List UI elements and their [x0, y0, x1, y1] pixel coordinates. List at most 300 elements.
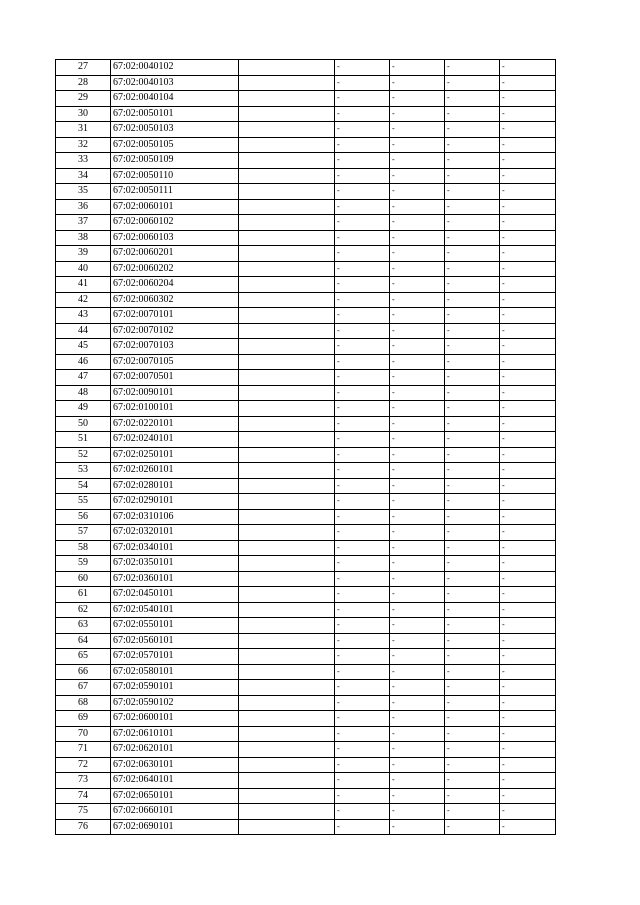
- table-row: [56, 664, 556, 680]
- value-cell-1: -: [335, 804, 390, 820]
- row-number-cell: 37: [56, 215, 111, 231]
- description-cell: [239, 339, 335, 355]
- value-cell-1: -: [335, 199, 390, 215]
- row-number-cell: 30: [56, 106, 111, 122]
- description-cell: [239, 385, 335, 401]
- value-cell-3: -: [445, 75, 500, 91]
- description-cell: [239, 711, 335, 727]
- row-number-cell: 74: [56, 788, 111, 804]
- value-cell-1: -: [335, 292, 390, 308]
- value-cell-3: -: [445, 277, 500, 293]
- value-cell-4: -: [500, 370, 556, 386]
- value-cell-3: -: [445, 168, 500, 184]
- value-cell-3: -: [445, 525, 500, 541]
- value-cell-1: -: [335, 618, 390, 634]
- value-cell-1: -: [335, 184, 390, 200]
- row-number-cell: 57: [56, 525, 111, 541]
- table-row: [56, 540, 556, 556]
- cadastral-code-cell: 67:02:0060102: [111, 215, 239, 231]
- value-cell-3: -: [445, 494, 500, 510]
- row-number-cell: 47: [56, 370, 111, 386]
- value-cell-3: -: [445, 199, 500, 215]
- value-cell-3: -: [445, 184, 500, 200]
- value-cell-3: -: [445, 246, 500, 262]
- cadastral-code-cell: 67:02:0060302: [111, 292, 239, 308]
- cadastral-code-cell: 67:02:0090101: [111, 385, 239, 401]
- value-cell-1: -: [335, 463, 390, 479]
- value-cell-4: -: [500, 153, 556, 169]
- table-row: [56, 494, 556, 510]
- table-row: [56, 819, 556, 835]
- description-cell: [239, 292, 335, 308]
- value-cell-1: -: [335, 664, 390, 680]
- description-cell: [239, 819, 335, 835]
- value-cell-3: -: [445, 819, 500, 835]
- description-cell: [239, 137, 335, 153]
- cadastral-code-cell: 67:02:0040103: [111, 75, 239, 91]
- row-number-cell: 42: [56, 292, 111, 308]
- value-cell-4: -: [500, 571, 556, 587]
- value-cell-1: -: [335, 633, 390, 649]
- description-cell: [239, 494, 335, 510]
- value-cell-2: -: [390, 137, 445, 153]
- value-cell-2: -: [390, 370, 445, 386]
- value-cell-3: -: [445, 649, 500, 665]
- value-cell-1: -: [335, 401, 390, 417]
- value-cell-3: -: [445, 664, 500, 680]
- value-cell-4: -: [500, 649, 556, 665]
- value-cell-3: -: [445, 618, 500, 634]
- value-cell-1: -: [335, 277, 390, 293]
- value-cell-2: -: [390, 354, 445, 370]
- value-cell-3: -: [445, 602, 500, 618]
- value-cell-1: -: [335, 494, 390, 510]
- table-row: [56, 618, 556, 634]
- value-cell-4: -: [500, 742, 556, 758]
- row-number-cell: 54: [56, 478, 111, 494]
- value-cell-4: -: [500, 525, 556, 541]
- row-number-cell: 44: [56, 323, 111, 339]
- cadastral-code-cell: 67:02:0280101: [111, 478, 239, 494]
- cadastral-code-cell: 67:02:0290101: [111, 494, 239, 510]
- value-cell-1: -: [335, 649, 390, 665]
- table-row: [56, 432, 556, 448]
- table-row: [56, 742, 556, 758]
- description-cell: [239, 60, 335, 76]
- row-number-cell: 38: [56, 230, 111, 246]
- description-cell: [239, 354, 335, 370]
- value-cell-1: -: [335, 711, 390, 727]
- cadastral-code-cell: 67:02:0220101: [111, 416, 239, 432]
- value-cell-4: -: [500, 819, 556, 835]
- value-cell-4: -: [500, 184, 556, 200]
- table-row: [56, 695, 556, 711]
- value-cell-2: -: [390, 633, 445, 649]
- cadastral-code-cell: 67:02:0320101: [111, 525, 239, 541]
- row-number-cell: 65: [56, 649, 111, 665]
- value-cell-2: -: [390, 695, 445, 711]
- value-cell-4: -: [500, 432, 556, 448]
- cadastral-code-cell: 67:02:0550101: [111, 618, 239, 634]
- cadastral-code-cell: 67:02:0240101: [111, 432, 239, 448]
- value-cell-2: -: [390, 540, 445, 556]
- value-cell-2: -: [390, 339, 445, 355]
- table-row: [56, 339, 556, 355]
- value-cell-4: -: [500, 463, 556, 479]
- value-cell-2: -: [390, 60, 445, 76]
- cadastral-code-cell: 67:02:0590101: [111, 680, 239, 696]
- value-cell-4: -: [500, 60, 556, 76]
- cadastral-code-cell: 67:02:0580101: [111, 664, 239, 680]
- description-cell: [239, 246, 335, 262]
- row-number-cell: 39: [56, 246, 111, 262]
- value-cell-3: -: [445, 540, 500, 556]
- value-cell-3: -: [445, 509, 500, 525]
- description-cell: [239, 788, 335, 804]
- cadastral-code-cell: 67:02:0040104: [111, 91, 239, 107]
- cadastral-code-cell: 67:02:0050105: [111, 137, 239, 153]
- table-row: [56, 525, 556, 541]
- row-number-cell: 69: [56, 711, 111, 727]
- cadastral-code-cell: 67:02:0260101: [111, 463, 239, 479]
- cadastral-code-cell: 67:02:0630101: [111, 757, 239, 773]
- cadastral-code-cell: 67:02:0360101: [111, 571, 239, 587]
- value-cell-4: -: [500, 246, 556, 262]
- value-cell-2: -: [390, 571, 445, 587]
- cadastral-code-cell: 67:02:0620101: [111, 742, 239, 758]
- value-cell-3: -: [445, 354, 500, 370]
- value-cell-4: -: [500, 711, 556, 727]
- value-cell-3: -: [445, 804, 500, 820]
- cadastral-code-cell: 67:02:0070103: [111, 339, 239, 355]
- description-cell: [239, 680, 335, 696]
- value-cell-3: -: [445, 401, 500, 417]
- value-cell-1: -: [335, 447, 390, 463]
- value-cell-4: -: [500, 277, 556, 293]
- value-cell-2: -: [390, 106, 445, 122]
- value-cell-2: -: [390, 478, 445, 494]
- value-cell-2: -: [390, 463, 445, 479]
- value-cell-3: -: [445, 137, 500, 153]
- table-row: [56, 122, 556, 138]
- row-number-cell: 68: [56, 695, 111, 711]
- value-cell-4: -: [500, 308, 556, 324]
- table-body: [56, 60, 556, 835]
- table-row: [56, 633, 556, 649]
- value-cell-1: -: [335, 137, 390, 153]
- value-cell-4: -: [500, 788, 556, 804]
- value-cell-3: -: [445, 122, 500, 138]
- value-cell-4: -: [500, 292, 556, 308]
- value-cell-4: -: [500, 339, 556, 355]
- row-number-cell: 31: [56, 122, 111, 138]
- value-cell-1: -: [335, 556, 390, 572]
- value-cell-3: -: [445, 432, 500, 448]
- value-cell-4: -: [500, 354, 556, 370]
- value-cell-1: -: [335, 106, 390, 122]
- value-cell-2: -: [390, 494, 445, 510]
- row-number-cell: 34: [56, 168, 111, 184]
- value-cell-2: -: [390, 757, 445, 773]
- cadastral-code-cell: 67:02:0310106: [111, 509, 239, 525]
- description-cell: [239, 215, 335, 231]
- description-cell: [239, 556, 335, 572]
- cadastral-code-cell: 67:02:0340101: [111, 540, 239, 556]
- cadastral-code-cell: 67:02:0540101: [111, 602, 239, 618]
- value-cell-1: -: [335, 122, 390, 138]
- value-cell-2: -: [390, 292, 445, 308]
- cadastral-code-cell: 67:02:0050109: [111, 153, 239, 169]
- value-cell-1: -: [335, 587, 390, 603]
- cadastral-code-cell: 67:02:0050111: [111, 184, 239, 200]
- row-number-cell: 40: [56, 261, 111, 277]
- value-cell-2: -: [390, 277, 445, 293]
- cadastral-code-cell: 67:02:0600101: [111, 711, 239, 727]
- table-row: [56, 587, 556, 603]
- value-cell-4: -: [500, 664, 556, 680]
- row-number-cell: 76: [56, 819, 111, 835]
- description-cell: [239, 773, 335, 789]
- description-cell: [239, 323, 335, 339]
- value-cell-4: -: [500, 168, 556, 184]
- table-row: [56, 757, 556, 773]
- value-cell-4: -: [500, 540, 556, 556]
- table-row: [56, 370, 556, 386]
- cadastral-code-cell: 67:02:0590102: [111, 695, 239, 711]
- table-row: [56, 230, 556, 246]
- row-number-cell: 66: [56, 664, 111, 680]
- description-cell: [239, 168, 335, 184]
- row-number-cell: 49: [56, 401, 111, 417]
- value-cell-3: -: [445, 385, 500, 401]
- value-cell-1: -: [335, 308, 390, 324]
- cadastral-code-cell: 67:02:0250101: [111, 447, 239, 463]
- table-row: [56, 277, 556, 293]
- table-row: [56, 649, 556, 665]
- row-number-cell: 35: [56, 184, 111, 200]
- table-row: [56, 447, 556, 463]
- value-cell-1: -: [335, 215, 390, 231]
- row-number-cell: 61: [56, 587, 111, 603]
- value-cell-2: -: [390, 230, 445, 246]
- value-cell-3: -: [445, 91, 500, 107]
- value-cell-4: -: [500, 602, 556, 618]
- description-cell: [239, 199, 335, 215]
- row-number-cell: 56: [56, 509, 111, 525]
- cadastral-code-cell: 67:02:0050110: [111, 168, 239, 184]
- description-cell: [239, 230, 335, 246]
- cadastral-code-cell: 67:02:0040102: [111, 60, 239, 76]
- value-cell-2: -: [390, 91, 445, 107]
- value-cell-2: -: [390, 447, 445, 463]
- table-row: [56, 478, 556, 494]
- value-cell-4: -: [500, 726, 556, 742]
- table-row: [56, 773, 556, 789]
- table-row: [56, 680, 556, 696]
- value-cell-2: -: [390, 261, 445, 277]
- value-cell-1: -: [335, 773, 390, 789]
- description-cell: [239, 742, 335, 758]
- table-row: [56, 726, 556, 742]
- row-number-cell: 50: [56, 416, 111, 432]
- value-cell-4: -: [500, 804, 556, 820]
- table-row: [56, 463, 556, 479]
- value-cell-2: -: [390, 168, 445, 184]
- value-cell-4: -: [500, 91, 556, 107]
- value-cell-1: -: [335, 385, 390, 401]
- value-cell-2: -: [390, 401, 445, 417]
- cadastral-code-cell: 67:02:0050101: [111, 106, 239, 122]
- cadastral-code-cell: 67:02:0060202: [111, 261, 239, 277]
- cadastral-code-cell: 67:02:0560101: [111, 633, 239, 649]
- value-cell-1: -: [335, 230, 390, 246]
- description-cell: [239, 478, 335, 494]
- value-cell-3: -: [445, 633, 500, 649]
- value-cell-4: -: [500, 773, 556, 789]
- value-cell-3: -: [445, 742, 500, 758]
- value-cell-3: -: [445, 370, 500, 386]
- value-cell-3: -: [445, 695, 500, 711]
- table-row: [56, 184, 556, 200]
- value-cell-2: -: [390, 246, 445, 262]
- value-cell-4: -: [500, 587, 556, 603]
- description-cell: [239, 664, 335, 680]
- value-cell-4: -: [500, 137, 556, 153]
- description-cell: [239, 308, 335, 324]
- table-row: [56, 556, 556, 572]
- value-cell-3: -: [445, 308, 500, 324]
- value-cell-1: -: [335, 788, 390, 804]
- value-cell-2: -: [390, 385, 445, 401]
- cadastral-code-cell: 67:02:0450101: [111, 587, 239, 603]
- value-cell-3: -: [445, 680, 500, 696]
- description-cell: [239, 633, 335, 649]
- row-number-cell: 36: [56, 199, 111, 215]
- row-number-cell: 53: [56, 463, 111, 479]
- table-row: [56, 215, 556, 231]
- value-cell-2: -: [390, 649, 445, 665]
- value-cell-1: -: [335, 91, 390, 107]
- value-cell-3: -: [445, 478, 500, 494]
- table-row: [56, 416, 556, 432]
- description-cell: [239, 416, 335, 432]
- cadastral-code-cell: 67:02:0060204: [111, 277, 239, 293]
- table-row: [56, 153, 556, 169]
- value-cell-4: -: [500, 75, 556, 91]
- row-number-cell: 62: [56, 602, 111, 618]
- description-cell: [239, 261, 335, 277]
- row-number-cell: 43: [56, 308, 111, 324]
- value-cell-3: -: [445, 292, 500, 308]
- table-row: [56, 137, 556, 153]
- value-cell-4: -: [500, 416, 556, 432]
- value-cell-4: -: [500, 230, 556, 246]
- cadastral-code-cell: 67:02:0060101: [111, 199, 239, 215]
- description-cell: [239, 277, 335, 293]
- table-row: [56, 509, 556, 525]
- description-cell: [239, 525, 335, 541]
- value-cell-2: -: [390, 556, 445, 572]
- description-cell: [239, 75, 335, 91]
- value-cell-3: -: [445, 757, 500, 773]
- description-cell: [239, 587, 335, 603]
- row-number-cell: 27: [56, 60, 111, 76]
- row-number-cell: 41: [56, 277, 111, 293]
- row-number-cell: 55: [56, 494, 111, 510]
- value-cell-3: -: [445, 711, 500, 727]
- cadastral-table: [55, 59, 556, 835]
- value-cell-1: -: [335, 680, 390, 696]
- value-cell-3: -: [445, 323, 500, 339]
- description-cell: [239, 695, 335, 711]
- value-cell-2: -: [390, 122, 445, 138]
- value-cell-3: -: [445, 339, 500, 355]
- value-cell-2: -: [390, 184, 445, 200]
- value-cell-4: -: [500, 401, 556, 417]
- value-cell-4: -: [500, 323, 556, 339]
- cadastral-code-cell: 67:02:0070102: [111, 323, 239, 339]
- value-cell-1: -: [335, 60, 390, 76]
- value-cell-2: -: [390, 199, 445, 215]
- table-row: [56, 261, 556, 277]
- value-cell-4: -: [500, 556, 556, 572]
- value-cell-1: -: [335, 525, 390, 541]
- value-cell-1: -: [335, 261, 390, 277]
- description-cell: [239, 757, 335, 773]
- value-cell-1: -: [335, 571, 390, 587]
- description-cell: [239, 106, 335, 122]
- value-cell-3: -: [445, 587, 500, 603]
- row-number-cell: 60: [56, 571, 111, 587]
- table-row: [56, 401, 556, 417]
- value-cell-4: -: [500, 757, 556, 773]
- value-cell-2: -: [390, 432, 445, 448]
- value-cell-1: -: [335, 819, 390, 835]
- description-cell: [239, 618, 335, 634]
- description-cell: [239, 122, 335, 138]
- value-cell-1: -: [335, 757, 390, 773]
- row-number-cell: 71: [56, 742, 111, 758]
- description-cell: [239, 726, 335, 742]
- row-number-cell: 33: [56, 153, 111, 169]
- value-cell-2: -: [390, 742, 445, 758]
- value-cell-4: -: [500, 680, 556, 696]
- value-cell-3: -: [445, 447, 500, 463]
- table-row: [56, 308, 556, 324]
- table-row: [56, 292, 556, 308]
- description-cell: [239, 509, 335, 525]
- table-row: [56, 804, 556, 820]
- table-row: [56, 75, 556, 91]
- cadastral-code-cell: 67:02:0570101: [111, 649, 239, 665]
- value-cell-4: -: [500, 106, 556, 122]
- description-cell: [239, 184, 335, 200]
- description-cell: [239, 432, 335, 448]
- value-cell-1: -: [335, 153, 390, 169]
- row-number-cell: 75: [56, 804, 111, 820]
- value-cell-1: -: [335, 416, 390, 432]
- value-cell-3: -: [445, 153, 500, 169]
- row-number-cell: 73: [56, 773, 111, 789]
- table-row: [56, 323, 556, 339]
- row-number-cell: 32: [56, 137, 111, 153]
- value-cell-2: -: [390, 75, 445, 91]
- value-cell-2: -: [390, 323, 445, 339]
- value-cell-2: -: [390, 525, 445, 541]
- row-number-cell: 58: [56, 540, 111, 556]
- value-cell-4: -: [500, 385, 556, 401]
- value-cell-2: -: [390, 587, 445, 603]
